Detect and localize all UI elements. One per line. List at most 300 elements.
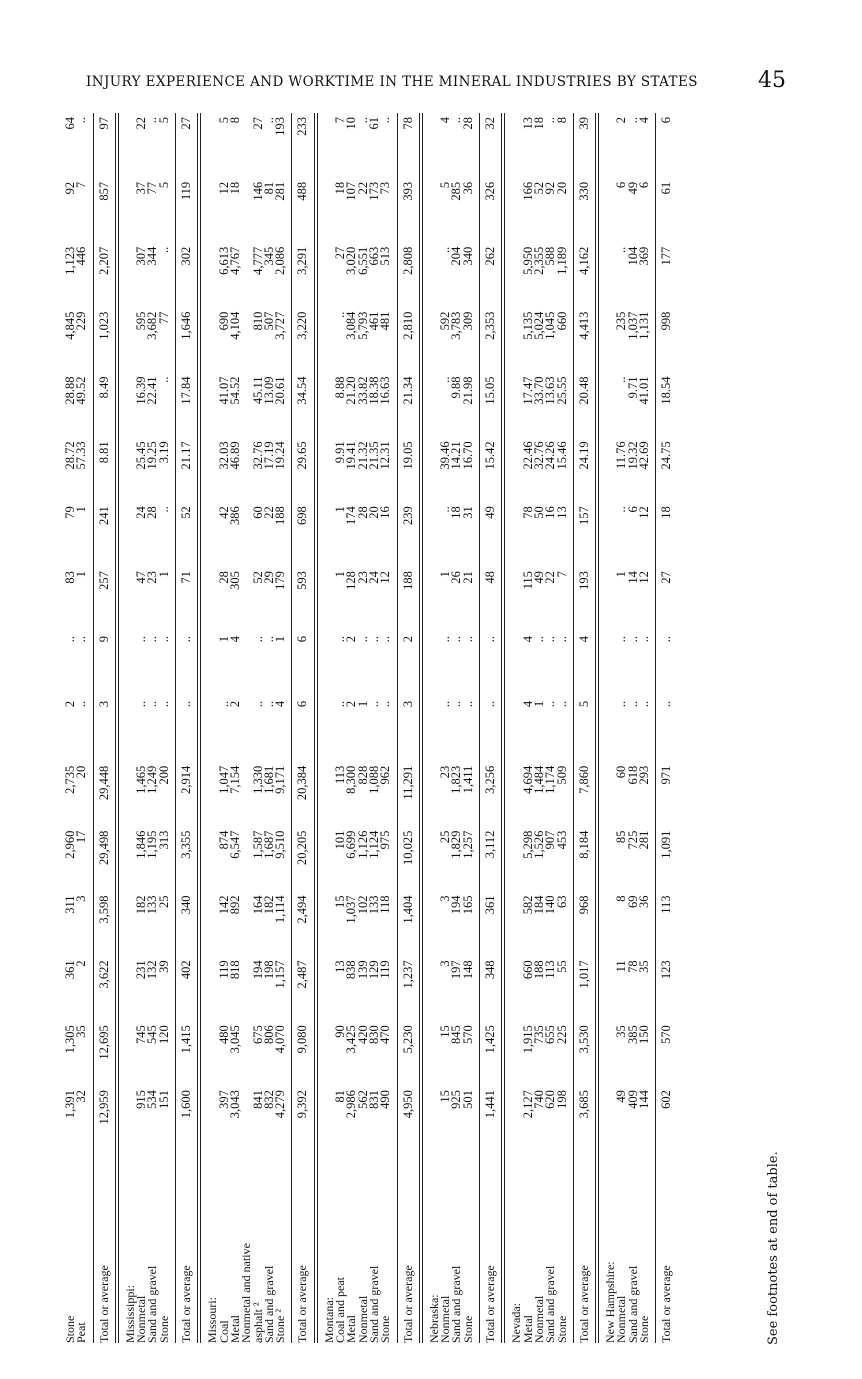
- table-cell: 1,249: [145, 765, 160, 794]
- table-cell: 501: [463, 1086, 480, 1151]
- table-cell: 41.01: [639, 373, 656, 438]
- table-cell: 174: [344, 506, 359, 525]
- table-cell: 23: [145, 571, 160, 584]
- table-cell: 3,682: [145, 311, 160, 340]
- table-cell: 60: [250, 506, 265, 519]
- table-cell: 54.52: [227, 376, 242, 405]
- table-cell: 21.20: [344, 376, 359, 405]
- table-cell: 8,300: [344, 765, 359, 794]
- table-cell: 828: [355, 765, 370, 785]
- table-cell: [199, 437, 218, 502]
- table-cell: 5,230: [397, 1021, 421, 1086]
- table-cell: 420: [355, 1025, 370, 1044]
- table-cell: 52: [531, 181, 546, 195]
- table-cell: ..: [159, 697, 176, 762]
- table-cell: ..: [438, 246, 453, 253]
- table-cell: 20: [366, 506, 381, 519]
- table-cell: 698: [292, 502, 316, 567]
- table-row: [534, 113, 545, 1343]
- table-cell: 3,727: [275, 308, 292, 373]
- table-cell: 24: [134, 506, 149, 519]
- table-cell: 4,070: [275, 1021, 292, 1086]
- row-label: Total or average: [93, 1151, 117, 1343]
- table-cell: 3.19: [159, 437, 176, 502]
- page-number: 45: [758, 68, 786, 93]
- table-cell: 188: [397, 567, 421, 632]
- table-cell: 165: [463, 892, 480, 957]
- table-cell: ..: [76, 632, 93, 697]
- table-row: [397, 113, 421, 1343]
- table-cell: 7: [333, 117, 348, 124]
- table-cell: 4,162: [573, 243, 597, 308]
- table-cell: 975: [380, 827, 397, 892]
- table-cell: 2: [227, 700, 242, 708]
- table-cell: 39.46: [438, 441, 453, 470]
- table-cell: 231: [134, 960, 149, 980]
- table-cell: ..: [261, 636, 276, 643]
- row-label: Stone: [159, 1151, 176, 1343]
- table-row: [199, 113, 218, 1343]
- table-cell: 35: [614, 1025, 629, 1038]
- row-label: Metal: [344, 1315, 359, 1343]
- table-cell: 144: [639, 1086, 656, 1151]
- table-cell: 7,860: [573, 762, 597, 827]
- table-cell: 2,355: [531, 246, 546, 275]
- table-cell: 660: [520, 960, 535, 980]
- table-row: [65, 113, 76, 1343]
- table-cell: 22.46: [520, 441, 535, 470]
- table-cell: 133: [145, 895, 160, 915]
- table-cell: 2,986: [344, 1090, 359, 1119]
- table-cell: 2: [397, 632, 421, 697]
- table-cell: 281: [639, 827, 656, 892]
- table-cell: 225: [557, 1021, 574, 1086]
- table-cell: 3,220: [292, 308, 316, 373]
- table-cell: 285: [449, 181, 464, 201]
- table-cell: 239: [397, 502, 421, 567]
- table-cell: 32: [480, 113, 504, 178]
- table-cell: 26: [449, 571, 464, 584]
- table-cell: 148: [463, 956, 480, 1021]
- table-row: [380, 113, 397, 1343]
- table-cell: 151: [159, 1086, 176, 1151]
- table-row: [346, 113, 357, 1343]
- table-cell: 29,448: [93, 762, 117, 827]
- row-label: Total or average: [573, 1151, 597, 1343]
- row-label: Nonmetal: [438, 1295, 453, 1343]
- table-cell: ..: [380, 632, 397, 697]
- table-cell: 102: [355, 895, 370, 915]
- table-cell: 1,484: [531, 765, 546, 794]
- table-cell: 12: [639, 567, 656, 632]
- table-cell: ..: [355, 117, 370, 124]
- table-cell: 3,043: [227, 1090, 242, 1119]
- table-cell: 25.45: [134, 441, 149, 470]
- table-cell: [503, 1086, 522, 1151]
- table-cell: 119: [176, 178, 200, 243]
- table-cell: 313: [159, 827, 176, 892]
- table-cell: 2: [614, 117, 629, 124]
- table-cell: ..: [625, 636, 640, 643]
- table-cell: 32.03: [216, 441, 231, 470]
- table-cell: 8.81: [93, 437, 117, 502]
- table-cell: [503, 373, 522, 438]
- table-cell: 453: [557, 827, 574, 892]
- table-cell: 1,195: [145, 830, 160, 859]
- table-row: [616, 113, 627, 1343]
- table-cell: 12.31: [380, 437, 397, 502]
- table-cell: 177: [659, 246, 674, 266]
- table-cell: 618: [625, 765, 640, 785]
- table-cell: 197: [449, 960, 464, 980]
- table-cell: 37: [134, 181, 149, 195]
- table-row: [523, 113, 534, 1343]
- table-cell: ..: [543, 636, 558, 643]
- table-cell: ..: [659, 700, 674, 708]
- table-cell: 663: [366, 246, 381, 266]
- table-cell: 13: [333, 960, 348, 973]
- table-cell: 63: [557, 892, 574, 957]
- table-cell: 806: [261, 1025, 276, 1044]
- table-cell: ..: [543, 117, 558, 124]
- table-cell: 33.82: [355, 376, 370, 405]
- table-cell: 446: [76, 243, 93, 308]
- table-cell: 5,298: [520, 830, 535, 859]
- table-cell: 150: [639, 1021, 656, 1086]
- table-row: [463, 113, 480, 1343]
- table-cell: 1,846: [134, 830, 149, 859]
- table-cell: 61: [659, 181, 674, 195]
- table-row: [117, 113, 136, 1343]
- table-cell: 330: [573, 178, 597, 243]
- table-cell: 4,777: [250, 246, 265, 275]
- table-cell: 1: [333, 571, 348, 578]
- table-cell: 28.72: [63, 441, 77, 470]
- table-cell: 35: [639, 956, 656, 1021]
- table-cell: 8.49: [93, 373, 117, 438]
- table-cell: 1,425: [480, 1021, 504, 1086]
- table-cell: 915: [134, 1090, 149, 1109]
- table-cell: 3,020: [344, 246, 359, 275]
- table-cell: 17.19: [261, 441, 276, 470]
- table-cell: [503, 437, 522, 502]
- table-cell: 13: [557, 502, 574, 567]
- table-cell: 393: [397, 178, 421, 243]
- table-cell: 1,045: [543, 311, 558, 340]
- table-cell: 4,694: [520, 765, 535, 794]
- table-cell: 47: [134, 571, 149, 584]
- table-cell: 9.88: [449, 376, 464, 399]
- table-cell: 18.38: [366, 376, 381, 405]
- table-cell: 2,914: [176, 762, 200, 827]
- table-cell: ..: [543, 700, 558, 708]
- table-cell: ..: [76, 697, 93, 762]
- table-row: [147, 113, 158, 1343]
- table-cell: 570: [463, 1021, 480, 1086]
- table-cell: ..: [449, 636, 464, 643]
- table-cell: 31: [463, 502, 480, 567]
- table-cell: ..: [159, 373, 176, 438]
- table-cell: 42.69: [639, 437, 656, 502]
- row-label: Mississippi:: [122, 1284, 137, 1343]
- table-cell: 24.26: [543, 441, 558, 470]
- table-cell: ..: [438, 376, 453, 383]
- table-cell: [503, 308, 522, 373]
- table-cell: 15: [333, 895, 348, 908]
- table-cell: 15.46: [557, 437, 574, 502]
- table-cell: 18: [333, 181, 348, 195]
- table-cell: 119: [216, 960, 231, 979]
- table-cell: 28: [145, 506, 160, 519]
- table-cell: 1,600: [176, 1086, 200, 1151]
- table-cell: ..: [333, 311, 348, 318]
- table-cell: 83: [63, 571, 77, 584]
- table-cell: ..: [261, 117, 276, 124]
- row-label: Nevada:: [509, 1303, 524, 1343]
- table-cell: 32.76: [250, 441, 265, 470]
- table-cell: 3,622: [93, 956, 117, 1021]
- table-cell: 4: [438, 117, 453, 124]
- table-cell: 1: [216, 636, 231, 643]
- table-cell: 7,154: [227, 765, 242, 794]
- table-cell: 369: [639, 243, 656, 308]
- table-cell: 19.05: [397, 437, 421, 502]
- table-cell: 10,025: [397, 827, 421, 892]
- table-cell: 3,598: [93, 892, 117, 957]
- table-cell: 107: [344, 181, 359, 201]
- table-cell: 3,425: [344, 1025, 359, 1054]
- table-cell: 545: [145, 1025, 160, 1044]
- table-cell: 507: [261, 311, 276, 331]
- table-cell: 78: [397, 113, 421, 178]
- table-cell: 745: [134, 1025, 149, 1044]
- table-cell: 2,207: [93, 243, 117, 308]
- table-cell: 20.61: [275, 373, 292, 438]
- table-row: [159, 113, 176, 1343]
- table-cell: 1,681: [261, 765, 276, 794]
- table-row: [573, 113, 597, 1343]
- table-cell: 4: [520, 700, 535, 708]
- table-cell: 2,960: [63, 830, 77, 859]
- row-label: New Hampshire:: [603, 1261, 618, 1343]
- table-cell: 8: [227, 117, 242, 124]
- table-cell: 1,257: [463, 827, 480, 892]
- table-cell: 1,114: [275, 892, 292, 957]
- table-cell: 5,024: [531, 311, 546, 340]
- table-cell: 307: [134, 246, 149, 266]
- table-cell: [199, 178, 218, 243]
- footnote-text: See footnotes at end of table.: [766, 1151, 781, 1345]
- table-cell: ..: [134, 700, 149, 708]
- table-cell: 344: [145, 246, 160, 266]
- table-cell: 79: [63, 506, 77, 519]
- table-row: [93, 113, 117, 1343]
- table-cell: 2,494: [292, 892, 316, 957]
- table-cell: 2: [344, 636, 359, 643]
- table-cell: 140: [543, 895, 558, 915]
- table-cell: 361: [63, 960, 77, 980]
- table-cell: ..: [531, 636, 546, 643]
- table-cell: 845: [449, 1025, 464, 1044]
- table-cell: 28: [355, 506, 370, 519]
- table-cell: 25: [159, 892, 176, 957]
- table-cell: 20: [76, 762, 93, 827]
- table-cell: 1,646: [176, 308, 200, 373]
- table-cell: [199, 243, 218, 308]
- table-cell: 4,413: [573, 308, 597, 373]
- table-row: [369, 113, 380, 1343]
- table-cell: 4: [573, 632, 597, 697]
- table-cell: [199, 632, 218, 697]
- table-row: [176, 113, 200, 1343]
- table-cell: 9,392: [292, 1086, 316, 1151]
- table-cell: 1,404: [397, 892, 421, 957]
- table-cell: 1,305: [63, 1025, 77, 1054]
- row-label: Missouri:: [205, 1296, 220, 1343]
- table-cell: 2: [76, 956, 93, 1021]
- table-cell: 1,237: [397, 956, 421, 1021]
- table-row: [76, 113, 93, 1343]
- table-cell: 490: [380, 1086, 397, 1151]
- table-cell: 1,391: [63, 1090, 77, 1119]
- table-cell: 48: [480, 567, 504, 632]
- table-cell: 675: [250, 1025, 265, 1044]
- table-cell: ..: [614, 700, 629, 708]
- table-cell: ..: [355, 636, 370, 643]
- table-cell: ..: [614, 376, 629, 383]
- table-row: [292, 113, 316, 1343]
- table-cell: [199, 373, 218, 438]
- table-cell: 5,793: [355, 311, 370, 340]
- table-cell: 15: [438, 1090, 453, 1103]
- table-cell: 326: [480, 178, 504, 243]
- table-cell: [199, 113, 218, 178]
- table-cell: 200: [159, 762, 176, 827]
- table-cell: 32.76: [531, 441, 546, 470]
- table-cell: 13.09: [261, 376, 276, 405]
- table-cell: [503, 827, 522, 892]
- table-cell: 49.52: [76, 373, 93, 438]
- table-row: [335, 113, 346, 1343]
- table-cell: ..: [333, 700, 348, 708]
- row-label: Total or average: [292, 1151, 316, 1343]
- table-cell: 470: [380, 1021, 397, 1086]
- table-cell: 14: [625, 571, 640, 584]
- table-cell: 25: [438, 830, 453, 844]
- table-cell: 257: [93, 567, 117, 632]
- table-cell: 925: [449, 1090, 464, 1109]
- table-cell: 1: [275, 632, 292, 697]
- table-cell: 345: [261, 246, 276, 266]
- table-cell: 1,526: [531, 830, 546, 859]
- table-cell: 725: [625, 830, 640, 850]
- table-cell: 90: [333, 1025, 348, 1038]
- table-cell: ..: [176, 632, 200, 697]
- table-cell: [199, 502, 218, 567]
- table-cell: 3,045: [227, 1025, 242, 1054]
- table-cell: 27: [250, 117, 265, 130]
- table-cell: 8: [557, 113, 574, 178]
- table-cell: 2,353: [480, 308, 504, 373]
- table-cell: 36: [463, 178, 480, 243]
- table-cell: ..: [438, 506, 453, 513]
- table-cell: 28: [463, 113, 480, 178]
- table-cell: 22: [261, 506, 276, 519]
- table-cell: 3,256: [480, 762, 504, 827]
- table-cell: 27: [659, 571, 674, 584]
- table-cell: 962: [380, 762, 397, 827]
- table-cell: 9,080: [292, 1021, 316, 1086]
- table-cell: 4: [639, 113, 656, 178]
- table-cell: 402: [176, 956, 200, 1021]
- table-row: [230, 113, 241, 1343]
- table-cell: 78: [625, 960, 640, 973]
- table-cell: 281: [275, 178, 292, 243]
- table-cell: 120: [159, 1021, 176, 1086]
- table-cell: 1,047: [216, 765, 231, 794]
- table-cell: 20.48: [573, 373, 597, 438]
- table-cell: 9,171: [275, 762, 292, 827]
- table-cell: 77: [145, 181, 160, 195]
- table-cell: 6,547: [227, 830, 242, 859]
- table-cell: ..: [639, 632, 656, 697]
- row-label: Montana:: [321, 1297, 336, 1343]
- table-cell: 874: [216, 830, 231, 850]
- table-cell: 16.70: [463, 437, 480, 502]
- table-cell: 233: [292, 113, 316, 178]
- table-cell: 1,023: [93, 308, 117, 373]
- table-cell: 194: [449, 895, 464, 915]
- row-label: Nebraska:: [426, 1294, 441, 1343]
- row-label: Nonmetal and native: [239, 1243, 254, 1343]
- table-cell: 77: [159, 308, 176, 373]
- table-cell: 17: [76, 827, 93, 892]
- table-cell: 361: [480, 892, 504, 957]
- table-cell: 24: [366, 571, 381, 584]
- table-cell: 1: [438, 571, 453, 578]
- table-cell: 1,157: [275, 956, 292, 1021]
- table-cell: [503, 632, 522, 697]
- row-label: Stone: [63, 1315, 77, 1343]
- row-label: Sand and gravel: [543, 1265, 558, 1343]
- table-cell: 49: [614, 1090, 629, 1103]
- table-cell: 2,808: [397, 243, 421, 308]
- table-cell: 19.24: [275, 437, 292, 502]
- table-cell: 4: [227, 636, 242, 643]
- table-cell: 309: [463, 308, 480, 373]
- table-row: [656, 113, 678, 1343]
- table-cell: 1,088: [366, 765, 381, 794]
- table-cell: 101: [333, 830, 348, 850]
- table-cell: ..: [145, 117, 160, 124]
- table-cell: 24.19: [573, 437, 597, 502]
- table-cell: 55: [557, 956, 574, 1021]
- table-cell: 998: [659, 311, 674, 331]
- table-cell: 69: [625, 895, 640, 908]
- table-cell: 582: [520, 895, 535, 915]
- table-cell: 11: [614, 960, 629, 973]
- table-cell: 46.89: [227, 441, 242, 470]
- table-cell: 841: [250, 1090, 265, 1109]
- table-cell: ..: [261, 700, 276, 708]
- table-cell: 28: [216, 571, 231, 584]
- table-cell: 397: [216, 1090, 231, 1109]
- row-label: Sand and gravel: [145, 1265, 160, 1343]
- table-cell: 830: [366, 1025, 381, 1044]
- table-cell: 6: [614, 181, 629, 189]
- table-cell: ..: [134, 636, 149, 643]
- rotated-table-container: [65, 113, 755, 1343]
